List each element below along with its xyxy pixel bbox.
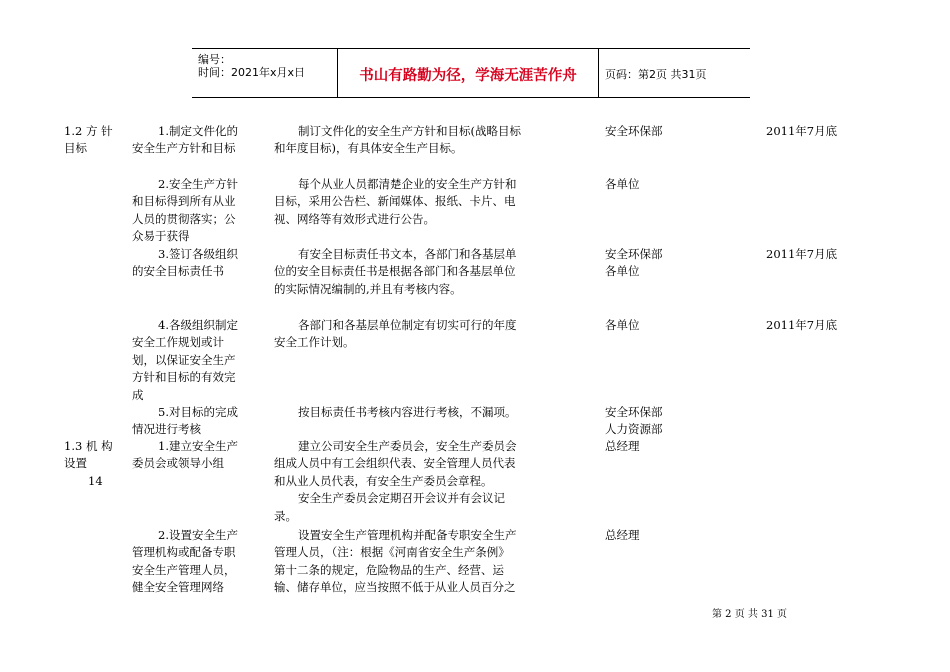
number-label: 编号： [198, 53, 231, 66]
responsible-dept: 各单位 [605, 318, 640, 332]
responsible-dept: 安全环保部 [605, 124, 663, 138]
page-footer: 第 2 页 共 31 页 [712, 609, 787, 620]
item-text: 2.安全生产方针 和目标得到所有从业 人员的贯彻落实；公 众易于获得 [132, 177, 238, 244]
item-text: 1.建立安全生产 委员会或领导小组 [132, 439, 238, 471]
header-meta-cell [192, 49, 338, 97]
page-header [192, 48, 750, 98]
section-title: 1.2 方 针 目标 [64, 124, 113, 156]
item-text: 2.设置安全生产 管理机构或配备专职 安全生产管理人员， 健全安全管理网络 [132, 528, 238, 595]
requirement-text: 建立公司安全生产委员会，安全生产委员会 组成人员中有工会组织代表、安全管理人员代表 和从业人员代表，有安全生产委员会章程。 安全生产委员会定期召开会议并有会议记 录。 [274, 439, 517, 523]
item-text: 1.制定文件化的 安全生产方针和目标 [132, 124, 238, 156]
item-text: 5.对目标的完成 情况进行考核 [132, 405, 238, 437]
deadline: 2011年7月底 [766, 124, 838, 138]
deadline: 2011年7月底 [766, 247, 838, 261]
responsible-dept: 安全环保部 各单位 [605, 247, 663, 279]
item-text: 3.签订各级组织 的安全目标责任书 [132, 247, 238, 279]
responsible-dept: 总经理 [605, 439, 640, 453]
requirement-text: 设置安全生产管理机构并配备专职安全生产 管理人员，（注：根据《河南省安全生产条例》 第十二条的规定，危险物品的生产、经营、运 输、储存单位，应当按照不低于从业人员百分之 [274, 528, 517, 595]
section-title: 1.3 机 构 设置 14 [64, 439, 113, 488]
page-code: 页码：第2页 共31页 [605, 68, 707, 81]
responsible-dept: 总经理 [605, 528, 640, 542]
responsible-dept: 安全环保部 人力资源部 [605, 405, 663, 437]
header-slogan-cell [338, 49, 599, 97]
requirement-text: 有安全目标责任书文本，各部门和各基层单 位的安全目标责任书是根据各部门和各基层单位 的实际情况编制的,并且有考核内容。 [274, 247, 517, 296]
responsible-dept: 各单位 [605, 177, 640, 191]
requirement-text: 制订文件化的安全生产方针和目标(战略目标 和年度目标)，有具体安全生产目标。 [274, 124, 521, 156]
time-label: 时间：2021年x月x日 [198, 66, 306, 79]
header-page-cell [599, 49, 750, 97]
item-text: 4.各级组织制定 安全工作规划或计 划，以保证安全生产 方针和目标的有效完 成 [132, 318, 238, 402]
requirement-text: 每个从业人员都清楚企业的安全生产方针和 目标，采用公告栏、新闻媒体、报纸、卡片、电 视、网络等有效形式进行公告。 [274, 177, 517, 226]
deadline: 2011年7月底 [766, 318, 838, 332]
requirement-text: 按目标责任书考核内容进行考核，不漏项。 [298, 405, 517, 419]
requirement-text: 各部门和各基层单位制定有切实可行的年度 安全工作计划。 [274, 318, 517, 350]
slogan: 书山有路勤为径，学海无涯苦作舟 [359, 68, 577, 84]
